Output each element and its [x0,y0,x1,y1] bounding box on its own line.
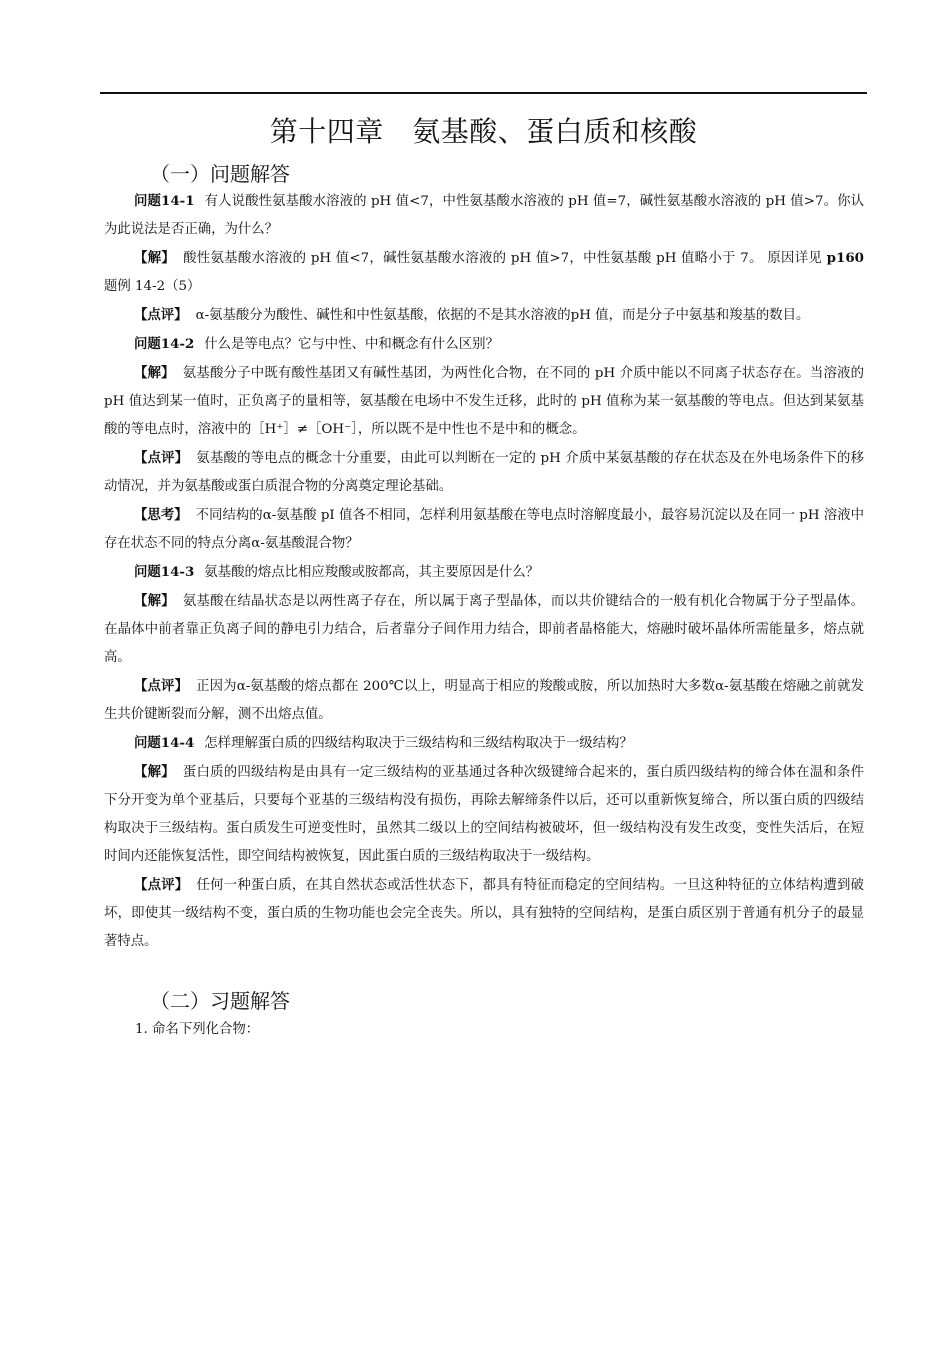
comment-label: 【点评】 [134,678,189,694]
chapter-title: 第十四章 氨基酸、蛋白质和核酸 [269,115,698,148]
comment-label: 【点评】 [134,307,188,323]
exercise-item-1: 1. 命名下列化合物： [135,1022,260,1037]
solution-14-3 [104,587,864,672]
question-label: 问题14-2 [134,336,195,352]
question-14-4 [104,729,864,758]
think-label: 【思考】 [134,507,188,523]
question-text: 什么是等电点？它与中性、中和概念有什么区别？ [204,337,499,352]
solution-tail: 题例 14-2（5） [104,279,201,294]
question-text: 有人说酸性氨基酸水溶液的 pH 值<7，中性氨基酸水溶液的 pH 值=7，碱性氨基酸水溶液的 pH 值>7。你认为此说法是否正确，为什么？ [104,194,864,237]
solution-text: 氨基酸在结晶状态是以两性离子存在，所以属于离子型晶体，而以共价键结合的一般有机化合物属于分子型晶体。在晶体中前者靠正负离子间的静电引力结合，后者靠分子间作用力结合，即前者晶格能大，熔融时破坏晶体所需能量多，熔点就高。 [104,594,865,665]
solution-label: 【解】 [134,365,175,381]
section-heading-questions: （一）问题解答 [150,162,290,186]
header-rule [100,92,867,94]
comment-14-3 [104,672,864,729]
comment-label: 【点评】 [134,877,189,893]
question-14-2 [104,330,864,359]
solution-14-1 [104,244,864,301]
solution-label: 【解】 [134,764,175,780]
question-label: 问题14-3 [134,564,195,580]
question-14-1 [104,187,864,244]
comment-label: 【点评】 [134,450,189,466]
comment-text: 正因为α-氨基酸的熔点都在 200℃以上，明显高于相应的羧酸或胺，所以加热时大多数α-氨基酸在熔融之前就发生共价键断裂而分解，测不出熔点值。 [104,679,864,722]
comment-14-4 [104,871,864,956]
comment-14-1 [104,301,864,330]
comment-14-2 [104,444,864,501]
page-reference: p160 [826,250,864,266]
solution-label: 【解】 [134,593,175,609]
question-text: 怎样理解蛋白质的四级结构取决于三级结构和三级结构取决于一级结构？ [204,736,633,751]
section-heading-exercises: （二）习题解答 [150,989,290,1013]
comment-text: 氨基酸的等电点的概念十分重要，由此可以判断在一定的 pH 介质中某氨基酸的存在状态及在外电场条件下的移动情况，并为氨基酸或蛋白质混合物的分离奠定理论基础。 [104,451,864,494]
solution-text: 酸性氨基酸水溶液的 pH 值<7，碱性氨基酸水溶液的 pH 值>7，中性氨基酸 pH 值略小于 7。 原因详见 [183,251,827,266]
think-14-2 [104,501,864,558]
solution-14-4 [104,758,864,871]
question-label: 问题14-1 [134,193,195,209]
comment-text: 任何一种蛋白质，在其自然状态或活性状态下，都具有特征而稳定的空间结构。一旦这种特征的立体结构遭到破坏，即使其一级结构不变，蛋白质的生物功能也会完全丧失。所以，具有独特的空间结构，是蛋白质区别于普通有机分子的最显著特点。 [104,878,865,949]
question-label: 问题14-4 [134,735,195,751]
solution-14-2 [104,359,864,444]
think-text: 不同结构的α-氨基酸 pI 值各不相同，怎样利用氨基酸在等电点时溶解度最小，最容易沉淀以及在同一 pH 溶液中存在状态不同的特点分离α-氨基酸混合物？ [104,508,865,551]
question-text: 氨基酸的熔点比相应羧酸或胺都高，其主要原因是什么？ [204,565,540,580]
solution-text: 氨基酸分子中既有酸性基团又有碱性基团，为两性化合物，在不同的 pH 介质中能以不同离子状态存在。当溶液的 pH 值达到某一值时，正负离子的量相等，氨基酸在电场中不发生迁移，此时的 pH 值称为某一氨基酸的等电点。但达到某氨基酸的等电点时，溶液中的［H⁺］≠［OH⁻］，所以既不是中性也不是中和的概念。 [104,366,865,437]
comment-text: α-氨基酸分为酸性、碱性和中性氨基酸，依据的不是其水溶液的pH 值，而是分子中氨基和羧基的数目。 [195,308,810,323]
solution-label: 【解】 [134,250,176,266]
solution-text: 蛋白质的四级结构是由具有一定三级结构的亚基通过各种次级键缔合起来的，蛋白质四级结构的缔合体在温和条件下分开变为单个亚基后，只要每个亚基的三级结构没有损伤，再除去解缔条件以后，还可以重新恢复缔合，所以蛋白质的四级结构取决于三级结构。蛋白质发生可逆变性时，虽然其二级以上的空间结构被破坏，但一级结构没有发生改变，变性失活后，在短时间内还能恢复活性，即空间结构被恢复，因此蛋白质的三级结构取决于一级结构。 [104,765,865,864]
question-14-3 [104,558,864,587]
document-body [104,187,864,956]
